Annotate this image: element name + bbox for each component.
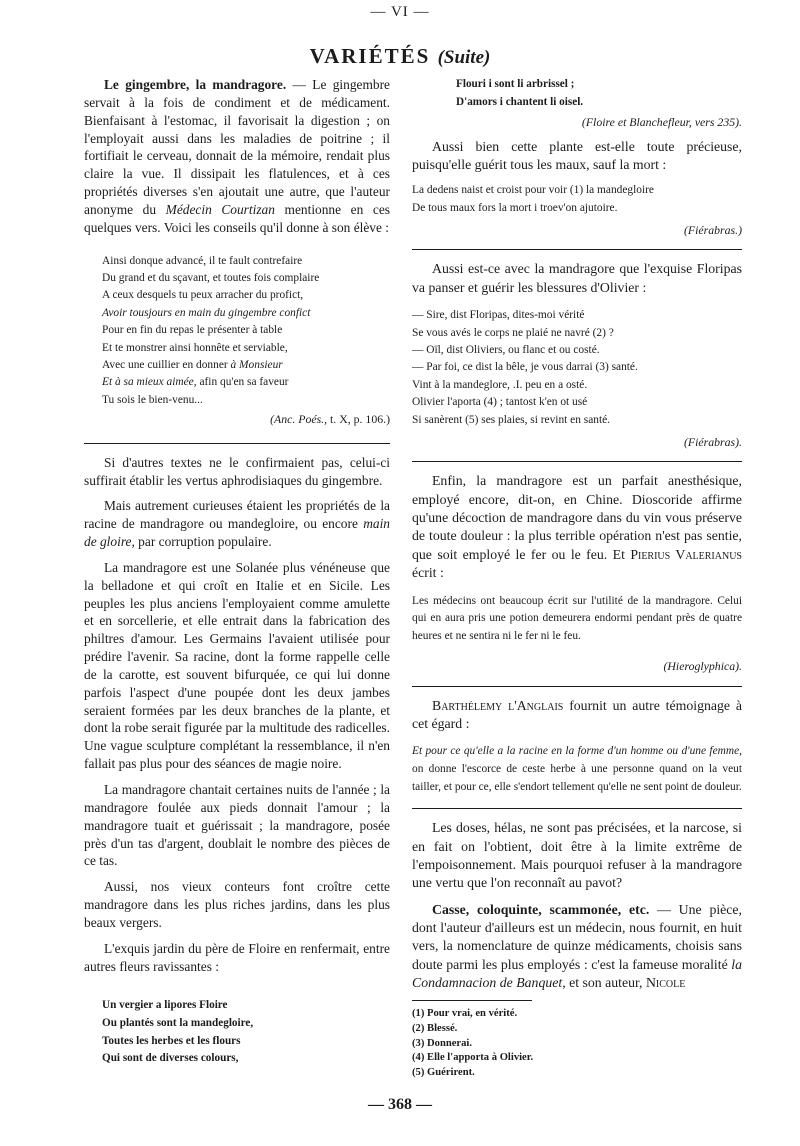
footnote: (1) Pour vrai, en vérité. [412, 1008, 518, 1020]
paragraph: Aussi est-ce avec la mandragore que l'exquise Floripas va panser et guérir les blessures d'Olivier : [412, 261, 742, 295]
paragraph: Barthélemy l'Anglais fournit un autre témoignage à cet égard : [412, 697, 743, 732]
source-citation-anc-poes: (Anc. Poés., t. X, p. 106.) [270, 412, 390, 427]
verse-fierabras-1: La dedens naist et croist pour voir (1) la mandegloire De tous maux fors la mort i troev'on ajutoire. [412, 184, 654, 214]
divider [412, 461, 742, 462]
footnote: (5) Guérirent. [412, 1066, 475, 1078]
roman-page-number: — VI — [370, 4, 430, 20]
left-column [84, 76, 390, 1068]
paragraph: Mais autrement curieuses étaient les propriétés de la racine de mandragore ou mandegloire, ou encore main de gloire, par corruption populaire. [84, 498, 390, 550]
paragraph: L'exquis jardin du père de Floire en renfermait, entre autres fleurs ravissantes : [84, 940, 390, 974]
source-citation-fierabras: (Fiérabras.) [684, 223, 742, 238]
footnote: (3) Donnerai. [412, 1037, 473, 1049]
quote-pierius: Les médecins ont beaucoup écrit sur l'utilité de la mandragore. Celui qui en aura pris une potion demeurera endormi pendant près de quatre heures et ne sentira ni le fer ni le feu. [412, 594, 742, 642]
paragraph: La mandragore chantait certaines nuits de l'année ; la mandragore foulée aux pieds donnait l'amour ; la mandragore tuait et guérissait ; la mandragore, posée près d'un tas d'argent, doublait le nombre des pièces de ce tas. [84, 782, 390, 869]
divider [412, 249, 742, 250]
title-text: VARIÉTÉS [309, 44, 431, 68]
divider [412, 686, 742, 687]
page-title [0, 44, 800, 69]
footnote: (4) Elle l'apporta à Olivier. [412, 1052, 534, 1064]
verse-floire-continued: Flouri i sont li arbrissel ; D'amors i chantent li oisel. [456, 78, 584, 108]
source-citation-hieroglyphica: (Hieroglyphica). [663, 659, 742, 674]
paragraph: Si d'autres textes ne le confirmaient pas, celui-ci suffirait établir les vertus aphrodisiaques du gingembre. [84, 454, 390, 488]
verse-fierabras-2: — Sire, dist Floripas, dites-moi vérité Se vous avés le corps ne plaié ne navré (2) ? — Oïl, dist Oliviers, ou flanc et ou costé. — Par foi, ce dist la bêle, je vous darrai (3) santé. Vint à la mandeglore, .I. peu en a osté. Olivier l'aporta (4) ; tantost k'en ot usé Si sanèrent (5) ses plaies, si revint en santé. [412, 309, 638, 426]
divider [412, 808, 742, 809]
source-citation-floire: (Floire et Blanchefleur, vers 235). [581, 115, 742, 130]
paragraph-casse: Casse, coloquinte, scammonée, etc. — Une pièce, dont l'auteur d'ailleurs est un médecin, nous fournit, en huit vers, la nomenclature de quinze médicaments, choisis sans doute parmi les plus employés : c'est la fameuse moralité la Condamnacion de Banquet, et son auteur, Nicole [412, 901, 743, 991]
footnotes [412, 1007, 742, 1080]
verse-medecin-courtizan: Ainsi donque advancé, il te fault contrefaire Du grand et du sçavant, et toutes fois complaire A ceux desquels tu peux arracher du profict, Avoir tousjours en main du gingembre confict Pour en fin du repas le présenter à table Et te monstrer ainsi honnête et serviable, Avec une cuillier en donner à Monsieur Et à sa mieux aimée, afin qu'en sa faveur Tu sois le bien-venu... (Anc. Poés., t. X, p. 106.) [102, 253, 390, 429]
paragraph: Les doses, hélas, ne sont pas précisées, et la narcose, si en fait on l'obtient, doit être à la limite extrême de l'empoisonnement. Mais pourquoi refuser à la mandragore une vertu que l'on reconnaît au pavot? [412, 820, 742, 891]
title-suffix: (Suite) [437, 47, 491, 68]
paragraph: Aussi, nos vieux conteurs font croître cette mandragore dans les plus riches jardins, dans les plus beaux vergers. [84, 879, 390, 930]
page-number: — 368 — [368, 1096, 432, 1113]
section-heading-gingembre: Le gingembre, la mandragore. [104, 77, 287, 92]
footnote-divider [412, 1000, 532, 1001]
divider [84, 443, 390, 444]
paragraph: Enfin, la mandragore est un parfait anesthésique, employé encore, dit-on, en Chine. Dioscoride affirme qu'une décoction de mandragore dans du vin vous préserve de toute douleur : la plus terrible opération n'est pas sentie, que soit employé le fer ou le feu. Et Pierius Valerianus écrit : [412, 473, 742, 581]
paragraph: La mandragore est une Solanée plus vénéneuse que la belladone et qui croît en Italie et en Sicile. Les peuples les plus anciens l'employaient comme amulette et en sorcellerie, et elle entrait dans la fabrication des philtres d'amour. Les Germains l'avaient utilisée pour prédire l'avenir. Sa racine, dont la forme rappelle celle de la carotte, est souvent bifurquée, ce qui lui donne parfois l'aspect d'une poupée dont les deux jambes seraient formées par les deux branches de la plante, et dont la robe serait figurée par la multitude des radicelles. Une vague sculpture complétant la ressemblance, il n'en fallait pas plus pour des séances de magie noire. [84, 559, 390, 772]
quote-barthelemy: Et pour ce qu'elle a la racine en la forme d'un homme ou d'une femme, on donne l'escorce de ceste herbe à une personne quand on la veut tailler, et pour ce, elle s'endort tellement qu'elle ne sent point de douleur. [412, 745, 742, 793]
verse-floire: Un vergier a lipores Floire Ou plantés sont la mandegloire, Toutes les herbes et les flours Qui sont de diverses colours, [102, 999, 254, 1065]
section-heading-casse: Casse, coloquinte, scammonée, etc. [432, 901, 650, 917]
paragraph-gingembre: Le gingembre, la mandragore. — Le gingembre servait à la fois de condiment et de médicament. Bienfaisant à l'estomac, il favorisait la digestion ; on l'employait aussi dans les maladies de poitrine ; il fortifiait le cerveau, donnait de la mémoire, rendait plus claire la vue. Il dissipait les flatulences, et à ces propriétés diverses s'en ajoutait une autre, que l'auteur anonyme du Médecin Courtizan mentionne en ces quelques vers. Voici les conseils qu'il donne à son élève : [84, 77, 390, 235]
right-column [412, 76, 742, 1080]
paragraph: Aussi bien cette plante est-elle toute précieuse, puisqu'elle guérit tous les maux, sauf la mort : [412, 138, 742, 172]
source-citation-fierabras: (Fiérabras). [684, 435, 742, 449]
footnote: (2) Blessé. [412, 1022, 458, 1034]
